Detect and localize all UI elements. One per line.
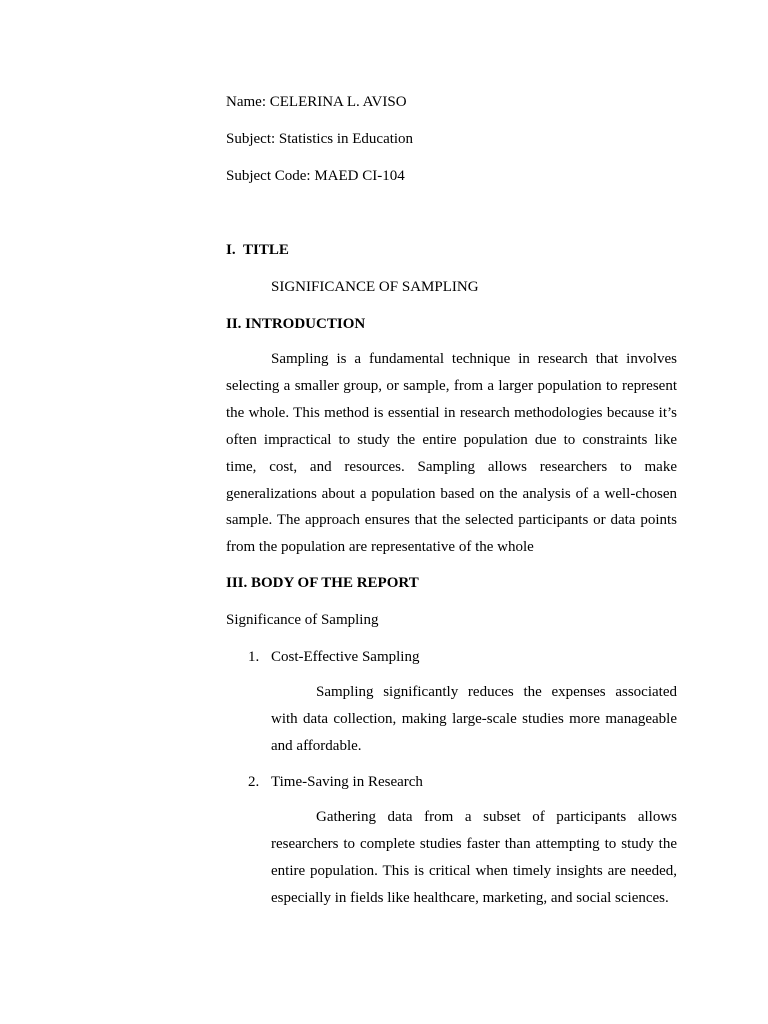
list-item-label: Cost-Effective Sampling	[271, 649, 420, 666]
document-content	[226, 91, 677, 912]
introduction-text: Sampling is a fundamental technique in research that involves selecting a smaller group, or sample, from a larger population to represent the whole. This method is essential in research methodologies because it’s often impractical to study the entire population due to constraints like time, cost, and resources. Sampling allows researchers to make generalizations about a population based on the analysis of a well-chosen sample. The approach ensures that the selected participants or data points from the population are representative of the whole	[226, 351, 677, 556]
body-subheading: Significance of Sampling	[226, 612, 379, 629]
list-item	[226, 771, 677, 793]
list-item-number: 2.	[248, 773, 260, 790]
list-item-label: Time-Saving in Research	[271, 773, 423, 790]
list-item-paragraph	[271, 804, 677, 912]
list-item-text: Sampling significantly reduces the expenses associated with data collection, making large-scale studies more manageable and affordable.	[271, 684, 677, 755]
section-title-heading	[226, 239, 677, 261]
student-name: Name: CELERINA L. AVISO	[226, 94, 407, 110]
body-heading: III. BODY OF THE REPORT	[226, 575, 419, 592]
list-item-text: Gathering data from a subset of participants allows researchers to complete studies faster than attempting to study the entire population. This is critical when timely insights are needed, especially in fields like healthcare, marketing, and social sciences.	[271, 808, 677, 906]
introduction-paragraph	[226, 346, 677, 561]
report-title: SIGNIFICANCE OF SAMPLING	[271, 279, 479, 295]
list-item-paragraph	[271, 679, 677, 760]
introduction-heading: II. INTRODUCTION	[226, 316, 366, 332]
subject-line: Subject: Statistics in Education	[226, 131, 414, 147]
subject-code-line: Subject Code: MAED CI-104	[226, 168, 405, 184]
section-title-label: TITLE	[243, 242, 289, 258]
list-item-number: 1.	[248, 649, 260, 666]
section-title-number: I.	[226, 242, 236, 258]
list-item	[226, 646, 677, 668]
